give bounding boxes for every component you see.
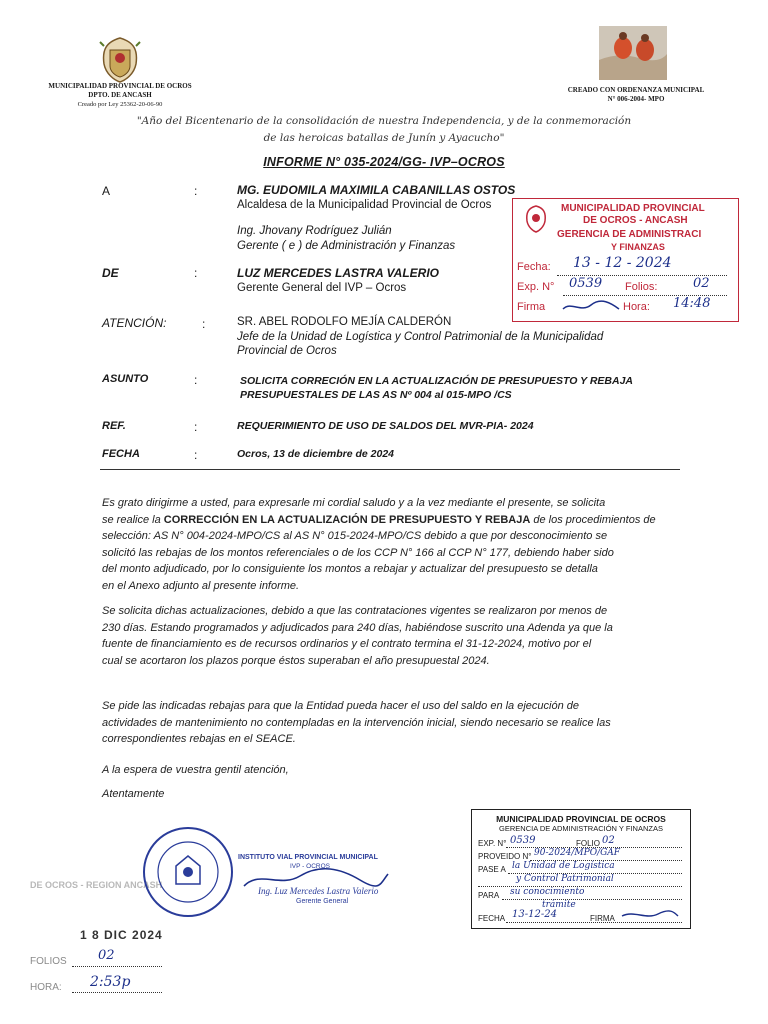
p1-line-f: en el Anexo adjunto al presente informe.	[102, 579, 300, 592]
stamp-red-firma-label: Firma	[517, 301, 546, 313]
stamp-box-title2: GERENCIA DE ADMINISTRACIÓN Y FINANZAS	[499, 824, 663, 833]
stamp-box-folio-value: 02	[602, 835, 615, 846]
stamp-red-line2: DE OCROS - ANCASH	[583, 215, 688, 226]
p3-line-a: Se pide las indicadas rebajas para que la Entidad pueda hacer el uso del saldo en la ejecución de	[102, 700, 580, 712]
header-left-org: MUNICIPALIDAD PROVINCIAL DE OCROS	[48, 82, 192, 90]
signature-role: Gerente General	[296, 898, 349, 905]
fecha-value: Ocros, 13 de diciembre de 2024	[237, 448, 394, 460]
stamp-red-fecha-label: Fecha:	[517, 261, 551, 273]
signature-inst1: INSTITUTO VIAL PROVINCIAL MUNICIPAL	[238, 854, 378, 861]
stamp-box-fecha-value: 13-12-24	[512, 909, 557, 920]
p1-b-post: de los procedimientos de	[530, 513, 656, 526]
p2-line-b: 230 días. Estando programados y adjudicados para 240 días, habiéndose suscrito una Adenda ya que la	[102, 621, 613, 634]
p1-line-a: Es grato dirigirme a usted, para expresarle mi cordial saludo y a la vez mediante el presente, se solicita	[102, 497, 606, 509]
de-role: Gerente General del IVP – Ocros	[237, 282, 407, 294]
p3-line-c: correspondientes rebajas en el SEACE.	[102, 733, 296, 745]
stamp-box-exp-value: 0539	[510, 835, 536, 846]
motto-line2: de las heroicas batallas de Junín y Ayacucho"	[263, 132, 505, 144]
stamp-box-firma-scribble	[620, 908, 680, 922]
fecha-colon: :	[194, 448, 198, 462]
stamp-box-pase-value: la Unidad de Logística	[512, 861, 615, 871]
paragraph-1	[102, 495, 680, 594]
ref-value: REQUERIMIENTO DE USO DE SALDOS DEL MVR-PIA- 2024	[237, 420, 534, 432]
stamp-left-line1: DE OCROS - REGION ANCASH	[30, 880, 163, 890]
asunto-colon: :	[194, 373, 198, 387]
a2-name: Ing. Jhovany Rodríguez Julián	[237, 225, 392, 237]
stamp-box-proveido-value: 90-2024/MPO/GAF	[534, 848, 621, 858]
stamp-box-pase-label: PASE A	[478, 865, 506, 874]
p1-line-c: selección: AS N° 004-2024-MPO/CS al AS N° 015-2024-MPO/CS debido a que por desconocimiento se	[102, 530, 608, 542]
asunto-label: ASUNTO	[102, 373, 149, 385]
stamp-red-hora-value: 14:48	[673, 296, 711, 311]
stamp-box-firma-label: FIRMA	[590, 914, 615, 923]
stamp-box-para-value2: trámite	[542, 900, 576, 910]
de-label: DE	[102, 266, 119, 280]
fecha-label: FECHA	[102, 448, 140, 460]
municipal-crest	[96, 36, 144, 84]
atencion-colon: :	[202, 317, 206, 331]
stamp-red-line4: Y FINANZAS	[611, 242, 665, 252]
stamp-crest-icon	[523, 205, 549, 233]
stamp-red-exp-label: Exp. N°	[517, 281, 555, 293]
stamp-left-hora-value: 2:53p	[90, 974, 131, 990]
header-left-dept: DPTO. DE ANCASH	[88, 91, 152, 99]
closing-2: Atentamente	[102, 788, 165, 800]
header-left-created: Creado por Ley 25362-20-06-90	[77, 101, 163, 108]
stamp-red-line1: MUNICIPALIDAD PROVINCIAL	[561, 203, 705, 214]
stamp-red-folios-value: 02	[693, 276, 710, 291]
paragraph-3	[102, 698, 680, 748]
ref-label: REF.	[102, 420, 126, 432]
p1-line-e: del monto adjudicado, por lo consiguiente los montos a rebajar y actualizar del presupuesto se detalla	[102, 563, 598, 575]
atencion-role2: Provincial de Ocros	[237, 345, 337, 357]
closing-1: A la espera de vuestra gentil atención,	[102, 764, 289, 776]
de-name: LUZ MERCEDES LASTRA VALERIO	[237, 266, 440, 280]
stamp-box-pase-value2: y Control Patrimonial	[516, 874, 614, 884]
p2-line-a: Se solicita dichas actualizaciones, debido a que las contrataciones vigentes se realizaron por menos de	[102, 605, 608, 617]
ivp-seal	[142, 826, 234, 918]
a-label: A	[102, 184, 111, 198]
stamp-box-para-label: PARA	[478, 891, 500, 900]
signature-name: Ing. Luz Mercedes Lastra Valerio	[258, 886, 379, 896]
stamp-box-exp-label: EXP. N°	[478, 839, 507, 848]
p1-line-d: solicitó las rebajas de los montos referenciales o de los CCP N° 166 al CCP N° 177, debiendo haber sido	[102, 546, 614, 559]
stamp-left-folios-value: 02	[98, 948, 115, 963]
p2-line-d: cual se acortaron los plazos porque éstos superaban el año presupuestal 2024.	[102, 654, 490, 667]
stamp-red-fecha-value: 13 - 12 - 2024	[573, 255, 672, 271]
atencion-role1: Jefe de la Unidad de Logística y Control Patrimonial de la Municipalidad	[237, 331, 604, 343]
asunto-line1: SOLICITA CORRECIÓN EN LA ACTUALIZACIÓN DE PRESUPUESTO Y REBAJA	[240, 375, 634, 387]
p1-b-pre: se realice la	[102, 513, 164, 526]
stamp-red-line3: GERENCIA DE ADMINISTRACI	[557, 229, 702, 240]
header-right-org: CREADO CON ORDENANZA MUNICIPAL	[567, 86, 705, 94]
stamp-red-exp-value: 0539	[569, 276, 603, 291]
stamp-box-fecha-label: FECHA	[478, 914, 506, 923]
stamp-left-date: 1 8 DIC 2024	[80, 928, 163, 942]
header-photo-icon	[599, 26, 667, 80]
stamp-red-folios-label: Folios:	[625, 281, 658, 293]
stamp-box-title1: MUNICIPALIDAD PROVINCIAL DE OCROS	[496, 814, 666, 824]
atencion-label: ATENCIÓN:	[102, 316, 167, 330]
p1-line-b	[102, 512, 680, 529]
motto-line1: "Año del Bicentenario de la consolidación de nuestra Independencia, y de la conmemoración	[136, 115, 632, 127]
ref-colon: :	[194, 420, 198, 434]
stamp-red-firma-scribble	[561, 299, 621, 315]
p3-line-b: actividades de mantenimiento no contempladas en la intervención inicial, siendo necesario se realice las	[102, 716, 611, 729]
reception-stamp-red	[512, 198, 739, 322]
paragraph-2	[102, 603, 680, 669]
de-colon: :	[194, 266, 198, 280]
a2-role: Gerente ( e ) de Administración y Finanzas	[237, 240, 456, 252]
report-title: INFORME N° 035-2024/GG- IVP–OCROS	[263, 155, 505, 169]
motto	[40, 113, 728, 147]
stamp-box-proveido-label: PROVEIDO N°	[478, 852, 532, 861]
stamp-left-hora-label: HORA:	[30, 982, 62, 993]
asunto-line2: PRESUPUESTALES DE LAS AS Nº 004 al 015-MPO /CS	[240, 389, 512, 401]
header-right-num: N° 006-2004- MPO	[607, 95, 665, 103]
stamp-box-folio-label: FOLIO	[576, 839, 601, 848]
p1-b-bold: CORRECCIÓN EN LA ACTUALIZACIÓN DE PRESUPUESTO Y REBAJA	[163, 513, 531, 526]
a-colon: :	[194, 184, 198, 198]
proveido-stamp	[471, 809, 691, 929]
header-left	[40, 82, 200, 109]
p2-line-c: fuente de financiamiento es de recursos ordinarios y el contrato termina el 31-12-2024, motivo por el	[102, 638, 592, 650]
asunto-value	[240, 374, 633, 402]
stamp-box-para-value: su conocimiento	[510, 887, 585, 897]
signature-inst2: IVP - OCROS	[290, 863, 330, 870]
stamp-left-folios-label: FOLIOS	[30, 956, 67, 967]
a-role: Alcaldesa de la Municipalidad Provincial de Ocros	[237, 199, 492, 211]
header-divider	[100, 469, 680, 470]
atencion-name: SR. ABEL RODOLFO MEJÍA CALDERÓN	[237, 316, 452, 328]
header-right	[556, 86, 716, 104]
a-name: MG. EUDOMILA MAXIMILA CABANILLAS OSTOS	[237, 183, 516, 197]
stamp-red-hora-label: Hora:	[623, 301, 650, 313]
